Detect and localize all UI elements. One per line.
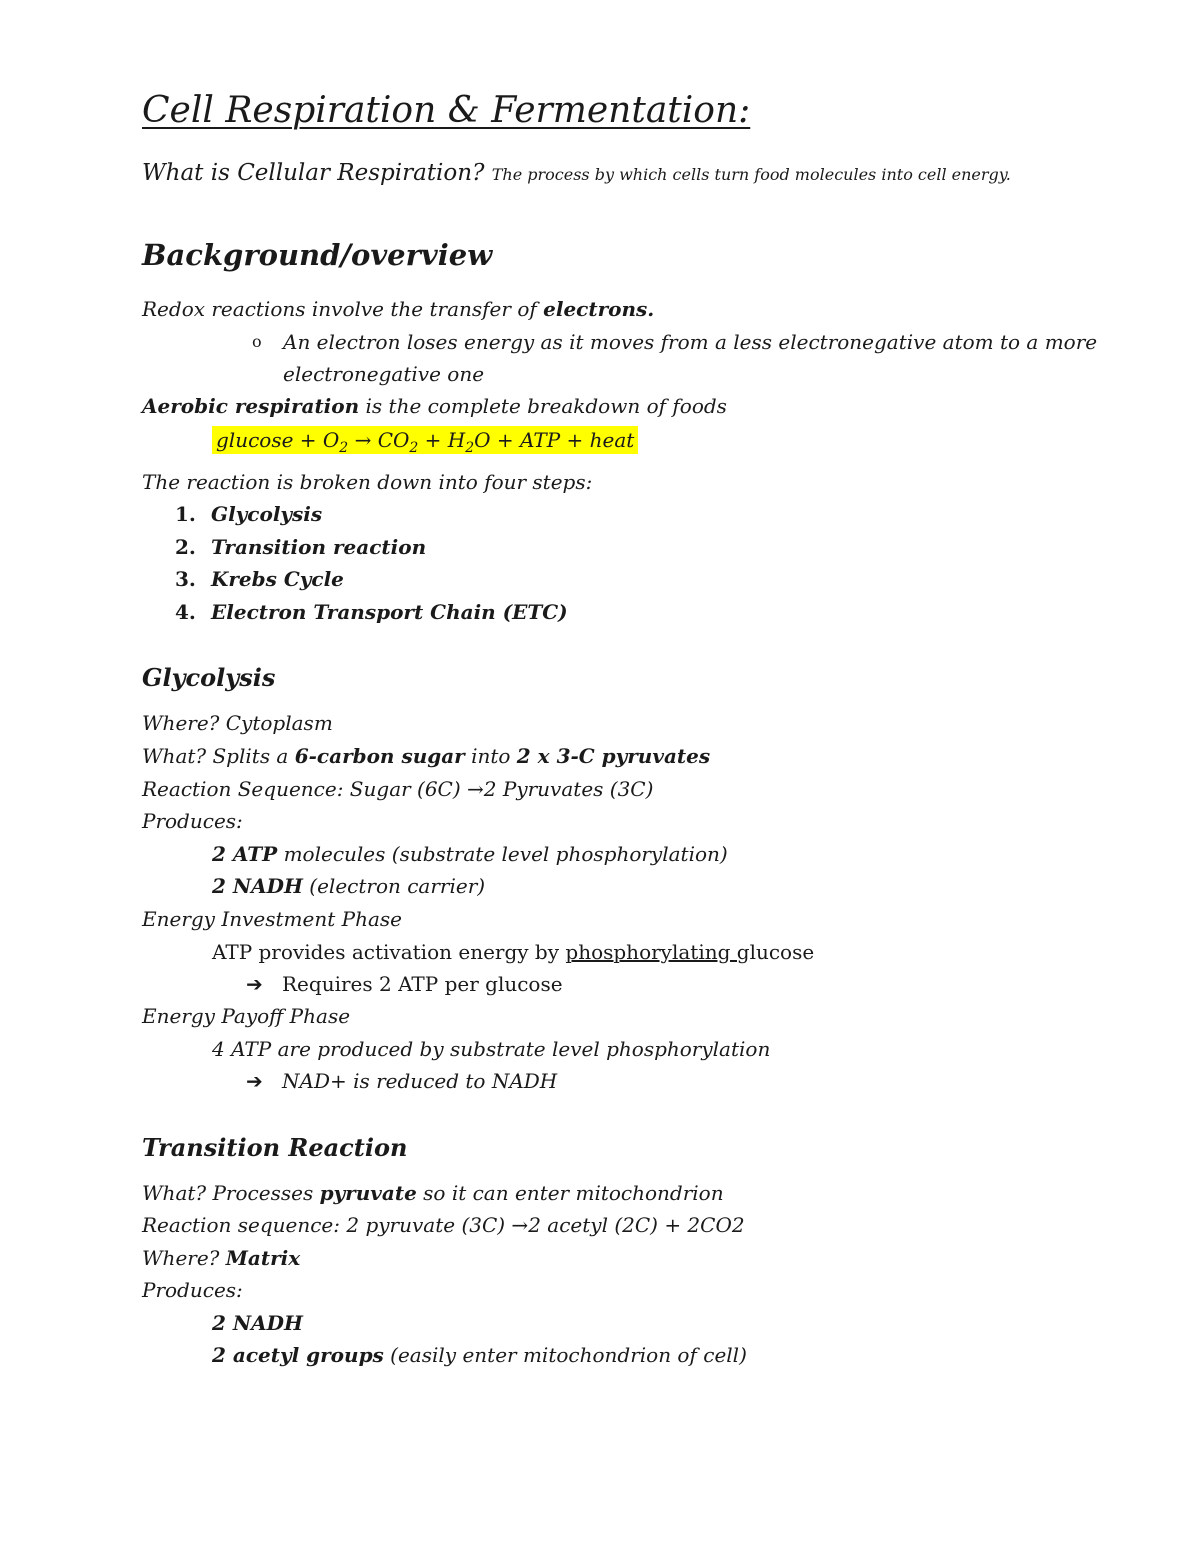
step-number: 3. [175, 567, 196, 591]
step-label: Krebs Cycle [211, 567, 344, 591]
transition-produces: Produces: [142, 1278, 243, 1302]
aerobic-line [142, 392, 727, 420]
acetyl-text: (easily enter mitochondrion of cell) [383, 1343, 747, 1367]
redox-bold: electrons. [543, 297, 655, 321]
redox-text: Redox reactions involve the transfer of [142, 297, 544, 321]
investment-underlined: phosphorylating g [565, 940, 750, 964]
list-item [175, 500, 322, 528]
payoff-heading: Energy Payoff Phase [142, 1004, 351, 1028]
equation-part-4: O + ATP + heat [474, 428, 635, 452]
payoff-arrow-line [246, 1067, 557, 1095]
aerobic-text: is the complete breakdown of foods [359, 394, 727, 418]
glycolysis-heading: Glycolysis [142, 663, 276, 692]
redox-line [142, 295, 654, 323]
glycolysis-atp [212, 840, 728, 868]
glycolysis-what [142, 742, 710, 770]
what-mid: into [464, 744, 517, 768]
transition-where [142, 1244, 300, 1272]
equation [212, 426, 638, 454]
list-item [175, 533, 426, 561]
steps-intro: The reaction is broken down into four steps: [142, 470, 593, 494]
bullet-line-1: An electron loses energy as it moves from a less electronegative atom to a more [283, 330, 1098, 354]
glycolysis-nadh [212, 872, 485, 900]
step-label: Transition reaction [211, 535, 427, 559]
transition-what [142, 1179, 724, 1207]
investment-text [212, 938, 814, 966]
what-bold-1: 6-carbon sugar [294, 744, 465, 768]
atp-bold: 2 ATP [212, 842, 278, 866]
step-number: 2. [175, 535, 196, 559]
aerobic-bold: Aerobic respiration [142, 394, 360, 418]
equation-part-2: → CO [348, 428, 410, 452]
investment-heading: Energy Investment Phase [142, 907, 402, 931]
payoff-arrow-text: NAD+ is reduced to NADH [282, 1069, 558, 1093]
intro-answer: The process by which cells turn food molecules into cell energy. [491, 165, 1011, 184]
investment-post: lucose [749, 940, 815, 964]
equation-sub-1: 2 [339, 440, 349, 456]
glycolysis-produces: Produces: [142, 809, 243, 833]
nadh-text: (electron carrier) [302, 874, 486, 898]
equation-line [212, 426, 638, 462]
glycolysis-where: Where? Cytoplasm [142, 711, 333, 735]
investment-arrow-line [246, 970, 563, 998]
atp-text: molecules (substrate level phosphorylation) [277, 842, 728, 866]
acetyl-bold: 2 acetyl groups [212, 1343, 384, 1367]
transition-heading: Transition Reaction [142, 1133, 408, 1162]
transition-sequence: Reaction sequence: 2 pyruvate (3C) →2 acetyl (2C) + 2CO2 [142, 1213, 745, 1237]
transition-nadh: 2 NADH [212, 1311, 303, 1335]
step-number: 1. [175, 502, 196, 526]
glycolysis-sequence: Reaction Sequence: Sugar (6C) →2 Pyruvates (3C) [142, 777, 654, 801]
nadh-bold: 2 NADH [212, 874, 303, 898]
investment-pre: ATP provides activation energy by [212, 940, 566, 964]
arrow-right-icon: ➔ [246, 972, 263, 996]
equation-sub-2: 2 [409, 440, 419, 456]
equation-part-3: + H [418, 428, 466, 452]
step-number: 4. [175, 600, 196, 624]
what-prefix: What? Splits a [142, 744, 295, 768]
intro-line [142, 159, 1011, 189]
circle-bullet: o [252, 332, 262, 351]
step-label: Glycolysis [211, 502, 323, 526]
what-bold-2: 2 x 3-C pyruvates [516, 744, 711, 768]
list-item [175, 565, 344, 593]
equation-sub-3: 2 [465, 440, 475, 456]
payoff-text: 4 ATP are produced by substrate level phosphorylation [212, 1037, 771, 1061]
transition-where-bold: Matrix [225, 1246, 301, 1270]
investment-arrow-text: Requires 2 ATP per glucose [282, 972, 563, 996]
bullet-line-2: electronegative one [283, 362, 485, 386]
transition-what-prefix: What? Processes [142, 1181, 320, 1205]
equation-part-1: glucose + O [216, 428, 340, 452]
intro-question: What is Cellular Respiration? [142, 160, 485, 186]
transition-where-prefix: Where? [142, 1246, 226, 1270]
background-heading: Background/overview [142, 238, 493, 272]
step-label: Electron Transport Chain (ETC) [211, 600, 568, 624]
transition-acetyl [212, 1341, 747, 1369]
transition-what-suffix: so it can enter mitochondrion [416, 1181, 724, 1205]
page-title: Cell Respiration & Fermentation: [142, 90, 751, 131]
arrow-right-icon: ➔ [246, 1069, 263, 1093]
list-item [175, 598, 568, 626]
transition-what-bold: pyruvate [319, 1181, 417, 1205]
